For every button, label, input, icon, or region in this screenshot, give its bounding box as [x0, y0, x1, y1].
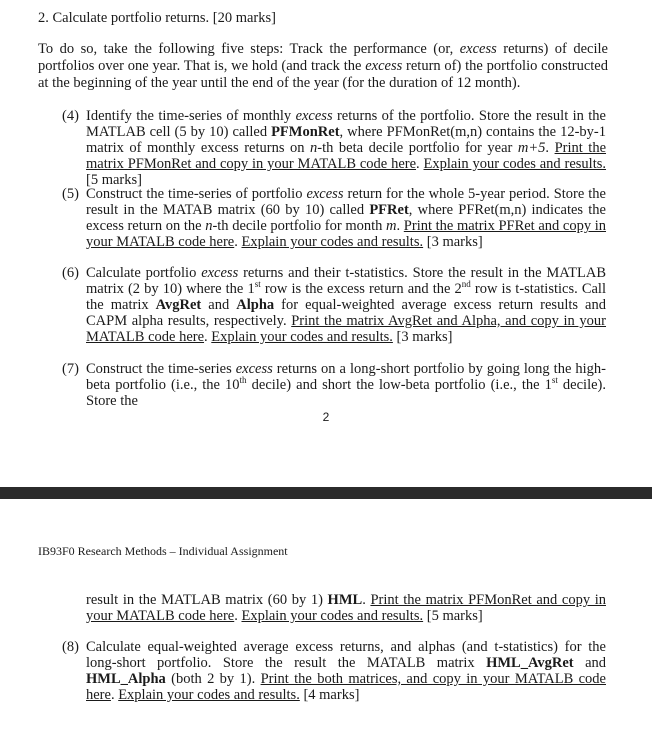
- step-6: (6) Calculate portfolio excess returns and their t-statistics. Store the result in the MATLAB matrix (2 by 10) where the 1st row is the excess return and the 2nd row is t-statistics. Call the matrix AvgRet and Alpha for equal-weighted average excess return results and CAPM alpha results, respectively. Print the matrix AvgRet and Alpha, and copy in your MATALB code here. Explain your codes and results. [3 marks]: [62, 265, 607, 345]
- question-heading: 2. Calculate portfolio returns. [20 marks]: [38, 10, 276, 26]
- explain-instruction: Explain your codes and results.: [241, 234, 424, 250]
- running-header: IB93F0 Research Methods – Individual Assignment: [38, 544, 288, 558]
- explain-instruction: Explain your codes and results.: [423, 156, 607, 172]
- step-4: (4) Identify the time-series of monthly excess returns of the portfolio. Store the result in the MATLAB cell (5 by 10) called PFMonRet, where PFMonRet(m,n) contains the 12-by-1 matrix of monthly excess returns on n-th beta decile portfolio for year m+5. Print the matrix PFMonRet and copy in your MATALB code here. Explain your codes and results. [5 marks]: [62, 108, 607, 188]
- step-7: (7) Construct the time-series excess returns on a long-short portfolio by going long the high-beta portfolio (i.e., the 10th decile) and short the low-beta portfolio (i.e., the 1st decile). Store the: [62, 361, 606, 409]
- explain-instruction: Explain your codes and results.: [118, 687, 300, 703]
- page-2: [0, 499, 652, 730]
- question-intro: To do so, take the following five steps: Track the performance (or, excess returns) of decile portfolios over one year. That is, we hold (and track the excess return of) the portfolio constructed at the beginning of the year until the end of the year (for the duration of 12 month).: [38, 41, 608, 91]
- step-5: (5) Construct the time-series of portfolio excess return for the whole 5-year period. Store the result in the MATAB matrix (60 by 10) called PFRet, where PFRet(m,n) indicates the excess return on the n-th decile portfolio for month m. Print the matrix PFRet and copy in your MATALB code here. Explain your codes and results. [3 marks]: [62, 186, 607, 250]
- step-7-continued: result in the MATLAB matrix (60 by 1) HML. Print the matrix PFMonRet and copy in your MATALB code here. Explain your codes and results. [5 marks]: [86, 592, 606, 624]
- print-instruction: Print the both matrices, and copy in your MATALB code here: [86, 671, 606, 703]
- print-instruction: Print the matrix AvgRet and Alpha, and copy in your MATALB code here: [86, 313, 607, 345]
- page-number: 2: [322, 410, 330, 424]
- page-separator: [0, 487, 652, 499]
- explain-instruction: Explain your codes and results.: [241, 608, 424, 624]
- step-8: (8) Calculate equal-weighted average excess returns, and alphas (and t-statistics) for the long-short portfolio. Store the result the MATALB matrix HML_AvgRet and HML_Alpha (both 2 by 1). Print the both matrices, and copy in your MATALB code here. Explain your codes and results. [4 marks]: [62, 639, 607, 703]
- print-instruction: Print the matrix PFMonRet and copy in your MATALB code here: [86, 592, 606, 624]
- explain-instruction: Explain your codes and results.: [211, 329, 393, 345]
- print-instruction: Print the matrix PFRet and copy in your MATALB code here: [86, 218, 607, 250]
- print-instruction: Print the matrix PFMonRet and copy in your MATALB code here: [86, 140, 607, 172]
